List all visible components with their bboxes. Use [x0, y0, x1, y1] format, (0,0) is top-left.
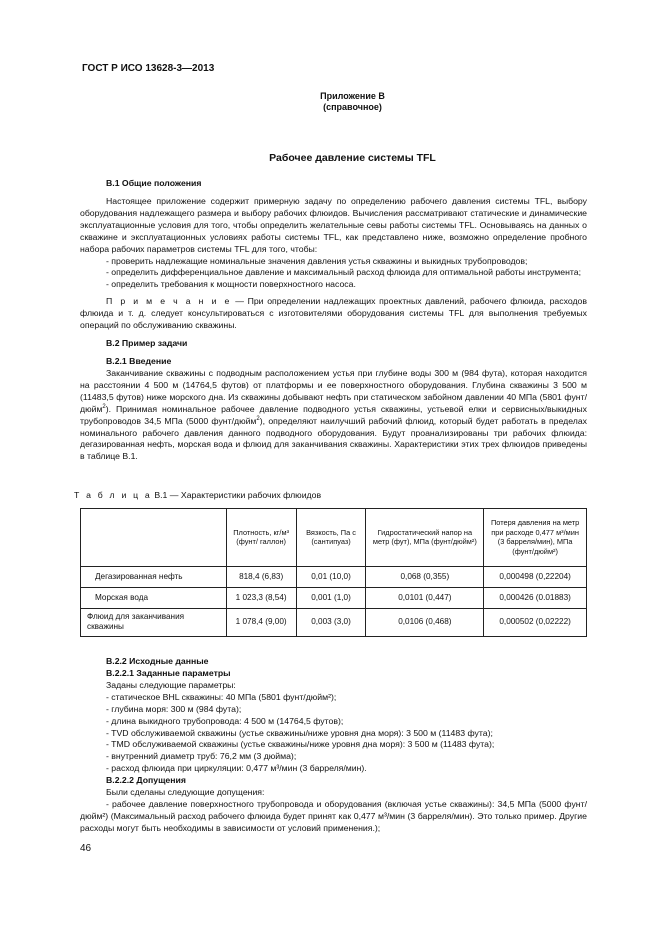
paragraph: Заданы следующие параметры: — [106, 679, 236, 690]
text-run: ). Принимая номинальное рабочее давление подводного устья скважины, устьевой елки и сервисных/выкидных трубопроводов 34,5 МПа (5000 фунт/дюйм — [80, 403, 587, 426]
superscript: 2 — [256, 415, 260, 422]
list-item: - определить дифференциальное давление и максимальный расход флюида для оптимальной работы инструмента; — [106, 267, 581, 278]
list-item: - TVD обслуживаемой скважины (устье скважины/ниже уровня дна моря): 3 500 м (11483 фута); — [106, 727, 493, 738]
table-cell: 0,000498 (0,22204) — [484, 566, 587, 587]
annex-subtitle: (справочное) — [323, 102, 382, 112]
table-header-row — [81, 508, 587, 566]
table-cell: 0,068 (0,355) — [366, 566, 484, 587]
paragraph: Настоящее приложение содержит примерную задачу по определению рабочего давления системы TFL, выбору оборудования надлежащего размера и выбору рабочих флюидов. Вычисления рассматривают статические и динамические эксплуатационные условия для того, чтобы определить желательные севы работы системы TFL. Основываясь на данных о скважине и эксплуатационных условиях работы системы TFL, как представлено ниже, возможно определение пробного набора рабочих параметров системы TFL для того, чтобы: — [80, 195, 587, 254]
table-caption — [74, 490, 587, 502]
table-cell: 0,000502 (0,02222) — [484, 608, 587, 636]
note-text: — При определении надлежащих проектных давлений, рабочего флюида, расходов флюида и т. д. следует консультироваться с изготовителями оборудования системы TFL для выполнения требуемых операций по обслуживанию скважины. — [80, 296, 587, 331]
table-cell: 0,003 (3,0) — [296, 608, 366, 636]
section-heading-b1: В.1 Общие положения — [106, 178, 202, 188]
table-cell: Флюид для заканчивания скважины — [81, 608, 227, 636]
document-title: Рабочее давление системы TFL — [269, 152, 436, 164]
page-number: 46 — [80, 843, 92, 854]
caption-text: В.1 — Характеристики рабочих флюидов — [151, 490, 322, 500]
section-heading-b2: В.2 Пример задачи — [106, 338, 188, 349]
superscript: 2 — [102, 403, 106, 410]
document-header: ГОСТ Р ИСО 13628-3—2013 — [82, 63, 215, 74]
section-b1 — [80, 178, 587, 463]
table-cell: 0,0106 (0,468) — [366, 608, 484, 636]
paragraph: Были сделаны следующие допущения: — [106, 787, 265, 798]
text-run: Заканчивание скважины с подводным расположением устья при глубине воды 300 м (984 фута), которая находится на расстоянии 4 500 м (14764,5 футов) от платформы и ее поверхностного оборудования. Глубина скважины 3 500 м (11483,5 футов) ниже морского дна. Из скважины добывают нефть при статическом забойном давлении 40 МПа (5801 фунт/дюйм — [80, 367, 587, 414]
section-b22 — [80, 656, 587, 835]
text-run: ), определяют наилучший рабочий флюид, который будет работать в пределах номинального рабочего давления данного подводного оборудования. Будут проанализированы три рабочих флюида: дегазированная нефть, морская вода и флюид для заканчивания скважины. Характеристики этих трех флюидов приведены в таблице В.1. — [80, 415, 588, 462]
table-header-cell: Гидростатический напор на метр (фут), МПа (фунт/дюйм²) — [366, 508, 484, 566]
fluid-characteristics-table — [80, 508, 587, 637]
table-cell: 818,4 (6,83) — [226, 566, 296, 587]
table-cell: Дегазированная нефть — [81, 566, 227, 587]
list-item: - статическое BHL скважины: 40 МПа (5801 фунт/дюйм²); — [106, 691, 337, 702]
note — [80, 296, 587, 332]
list-item: - внутренний диаметр труб: 76,2 мм (3 дюйма); — [106, 751, 297, 762]
annex-title: Приложение В — [320, 91, 385, 101]
table-row — [81, 608, 587, 636]
table-cell: 0,01 (10,0) — [296, 566, 366, 587]
table-cell: Морская вода — [81, 587, 227, 608]
table-cell: 0,0101 (0,447) — [366, 587, 484, 608]
table-header-cell: Потеря давления на метр при расходе 0,477 м³/мин (3 барреля/мин), МПа (фунт/дюйм²) — [484, 508, 587, 566]
table-row — [81, 566, 587, 587]
paragraph: - рабочее давление поверхностного трубопровода и оборудования (включая устье скважины): 34,5 МПа (5000 фунт/дюйм²) (Максимальный расход рабочего флюида будет принят как 0,477 м³/мин (3 барреля/мин). Это только пример. Другие расходы могут быть необходимы в зависимости от условий применения.); — [80, 799, 587, 833]
list-item: - проверить надлежащие номинальные значения давления устья скважины и выкидных трубопроводов; — [106, 255, 528, 266]
note-label: П р и м е ч а н и е — [106, 296, 232, 307]
section-heading-b21: В.2.1 Введение — [106, 355, 172, 366]
table-row — [81, 587, 587, 608]
caption-label: Т а б л и ц а — [74, 490, 152, 500]
list-item: - глубина моря: 300 м (984 фута); — [106, 703, 242, 714]
table-cell: 0,001 (1,0) — [296, 587, 366, 608]
section-heading-b22: В.2.2 Исходные данные — [106, 656, 209, 666]
list-item: - TMD обслуживаемой скважины (устье скважины/ниже уровня дна моря): 3 500 м (11483 фута); — [106, 739, 495, 750]
table-header-cell: Плотность, кг/м³ (фунт/ галлон) — [226, 508, 296, 566]
paragraph — [80, 368, 587, 463]
list-item: - определить требования к мощности поверхностного насоса. — [106, 279, 356, 290]
table-header-cell — [81, 508, 227, 566]
table-cell: 1 078,4 (9,00) — [226, 608, 296, 636]
section-heading-b221: В.2.2.1 Заданные параметры — [106, 667, 231, 678]
section-heading-b222: В.2.2.2 Допущения — [106, 775, 186, 786]
list-item: - расход флюида при циркуляции: 0,477 м³/мин (3 барреля/мин). — [106, 763, 367, 774]
list-item: - длина выкидного трубопровода: 4 500 м (14764,5 футов); — [106, 715, 344, 726]
table-cell: 1 023,3 (8,54) — [226, 587, 296, 608]
table-cell: 0,000426 (0.01883) — [484, 587, 587, 608]
table-block — [74, 490, 587, 637]
table-header-cell: Вязкость, Па с (сантипуаз) — [296, 508, 366, 566]
